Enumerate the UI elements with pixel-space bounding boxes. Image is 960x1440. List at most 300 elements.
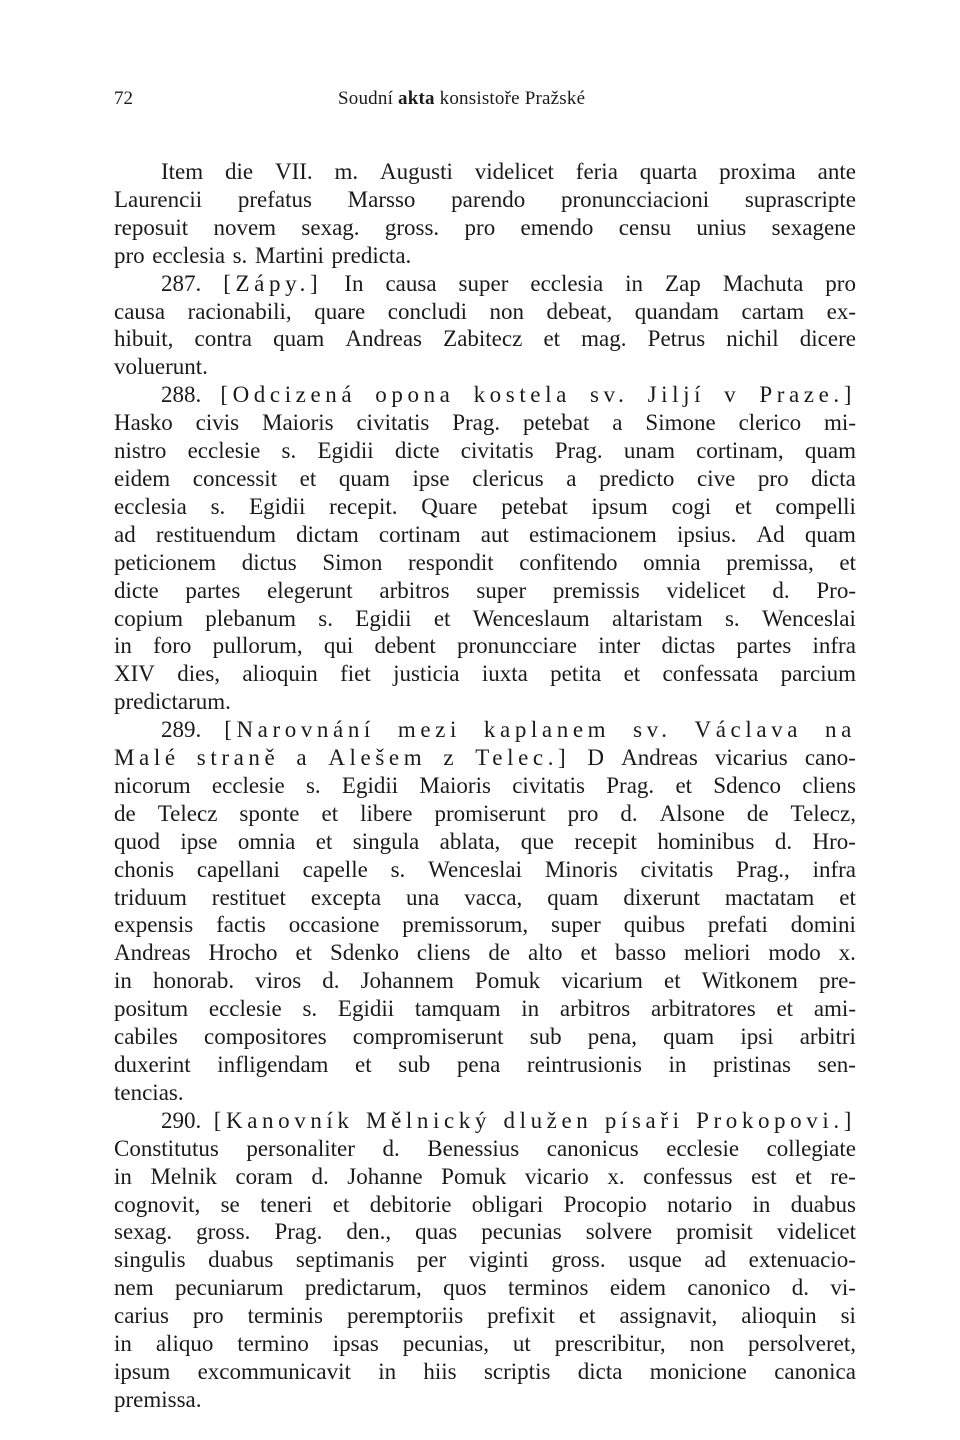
word: quare	[314, 298, 366, 324]
word: clericus	[472, 465, 544, 491]
word: qui	[323, 633, 354, 659]
word: pro	[192, 1303, 224, 1329]
word: et	[543, 326, 561, 352]
word: Constitutus	[114, 1135, 219, 1161]
word: predicta.	[331, 242, 412, 268]
word: notario	[667, 1191, 733, 1217]
word: concludi	[387, 298, 467, 324]
word: pro	[464, 214, 496, 240]
word: prefixit	[487, 1303, 555, 1329]
word: predicto	[599, 465, 675, 491]
word: videlicet	[776, 1219, 856, 1245]
word: 288.	[161, 382, 202, 408]
word: kaplanem	[483, 717, 611, 743]
word: quam	[273, 326, 325, 352]
word: altaristam	[611, 605, 703, 631]
word: s.	[390, 856, 406, 882]
text-line	[114, 1079, 856, 1107]
word: Pro-	[816, 577, 856, 603]
word: peremptoriis	[346, 1303, 464, 1329]
word: prefatus	[237, 186, 312, 212]
word: solvere	[585, 1219, 653, 1245]
word: nistro	[114, 438, 167, 464]
word: 289.	[161, 717, 202, 743]
word: Prag.	[554, 438, 603, 464]
word: s.	[210, 493, 226, 519]
word: quarta	[639, 159, 698, 184]
text-line	[114, 995, 856, 1023]
word: d.	[311, 1163, 329, 1189]
text-line	[114, 884, 856, 912]
word: premissorum,	[402, 912, 529, 938]
word: petita	[550, 661, 602, 687]
word: voluerunt.	[114, 354, 208, 380]
word: nem	[114, 1275, 154, 1301]
word: dicte	[114, 577, 159, 603]
word: ipsum	[114, 1358, 171, 1384]
word: tamquam	[414, 996, 501, 1022]
word: vicarius	[714, 745, 788, 771]
word: sexag.	[301, 214, 360, 240]
word: modo	[768, 940, 821, 966]
word: reintrusionis	[526, 1052, 642, 1077]
word: mi-	[824, 410, 856, 436]
word: libere	[360, 800, 413, 826]
word: a	[612, 410, 623, 436]
word: Wenceslai	[761, 605, 856, 631]
word: In	[344, 270, 364, 296]
word: foro	[153, 633, 192, 659]
word: cano-	[804, 745, 856, 771]
word: ante	[817, 159, 856, 184]
word: pronuncciare	[456, 633, 577, 659]
word: clerico	[738, 410, 802, 436]
word: Pomuk	[441, 1163, 507, 1189]
word: promiserunt	[434, 800, 546, 826]
word: Machuta	[722, 270, 804, 296]
word: ecclesia	[114, 493, 187, 519]
word: cartam	[741, 298, 805, 324]
word: dicta	[577, 1358, 623, 1384]
word: ipse	[180, 828, 218, 854]
word: capellani	[196, 856, 280, 882]
page-number: 72	[114, 88, 133, 109]
word: et	[580, 940, 598, 966]
word: Malé	[114, 745, 180, 771]
text-line	[114, 1302, 856, 1330]
text-line	[114, 1330, 856, 1358]
word: eidem	[114, 465, 171, 491]
word: pena	[456, 1052, 501, 1077]
word: occasione	[288, 912, 380, 938]
word: prescribitur,	[554, 1331, 666, 1357]
word: cogi	[671, 493, 712, 519]
word: triduum	[114, 884, 187, 910]
word: Sdenko	[329, 940, 399, 966]
word: sexagene	[771, 214, 856, 240]
page	[114, 88, 856, 1414]
text-line	[114, 465, 856, 493]
text-line	[114, 911, 856, 939]
word: sponte	[239, 800, 300, 826]
word: ecclesie	[187, 438, 261, 464]
word: mezi	[397, 717, 461, 743]
word: confessus	[643, 1163, 733, 1189]
word: Hasko	[114, 410, 173, 436]
word: Mělnický	[366, 1107, 491, 1133]
word: ad	[114, 521, 136, 547]
word: Prag.	[274, 1219, 323, 1245]
word: ipsius.	[676, 521, 737, 547]
word: concessit	[192, 465, 278, 491]
word: Martini	[254, 242, 324, 268]
word: pro	[825, 270, 856, 296]
word: Jiljí	[647, 382, 706, 408]
word: duabus	[208, 1247, 274, 1273]
word: et	[299, 465, 317, 491]
word: causa	[114, 298, 166, 324]
word: Telecz	[157, 800, 218, 826]
text-line	[114, 1386, 856, 1414]
word: fiet	[340, 661, 371, 687]
word: mag.	[581, 326, 627, 352]
word: plebanum	[205, 605, 296, 631]
word: elegerunt	[267, 577, 353, 603]
word: pro	[757, 465, 789, 491]
word: excommunicavit	[197, 1358, 351, 1384]
word: písaři	[604, 1107, 684, 1133]
word: partes	[185, 577, 241, 603]
word: ipse	[412, 465, 450, 491]
word: suprascripte	[744, 186, 856, 212]
text-line	[114, 1107, 856, 1135]
word: terminos	[507, 1275, 589, 1301]
word: una	[406, 884, 440, 910]
word: ami-	[813, 996, 856, 1022]
running-title-word: akta	[398, 88, 435, 109]
word: ecclesie	[666, 1135, 740, 1161]
word: ut	[512, 1331, 531, 1357]
word: Zap	[665, 270, 701, 296]
word: s.	[318, 605, 333, 631]
word: quam	[547, 884, 599, 910]
word: cortinam,	[696, 438, 784, 464]
word: de	[746, 800, 769, 826]
word: assignavit,	[619, 1303, 718, 1329]
word: vicarium	[561, 968, 643, 994]
word: pro	[114, 242, 145, 268]
word: et	[321, 800, 339, 826]
word: videlicet	[666, 577, 746, 603]
word: domini	[790, 912, 856, 938]
word: quam	[338, 465, 390, 491]
word: duxerint	[114, 1052, 191, 1077]
text-line	[114, 939, 856, 967]
word: Zabitecz	[443, 326, 523, 352]
word: VII.	[274, 159, 313, 184]
word: Prag.,	[736, 856, 790, 882]
word: D	[587, 745, 605, 771]
word: Egidii	[317, 438, 374, 464]
word: Alsone	[659, 800, 725, 826]
word: est	[751, 1163, 777, 1189]
word: extenuacio-	[748, 1247, 856, 1273]
word: Maioris	[262, 410, 334, 436]
word: contra	[194, 326, 253, 352]
word: in	[752, 1191, 771, 1217]
word: ecclesie	[208, 996, 282, 1022]
word: quas	[415, 1219, 458, 1245]
word: recepit.	[329, 493, 398, 519]
word: Quare	[421, 493, 478, 519]
running-head	[114, 88, 856, 118]
word: canonicus	[546, 1135, 639, 1161]
word: pecunias,	[402, 1331, 489, 1357]
word: 290.	[161, 1107, 202, 1133]
word: Melnik	[150, 1163, 217, 1189]
word: Wenceslaum	[472, 605, 590, 631]
word: gross.	[196, 1219, 251, 1245]
word: alto	[528, 940, 563, 966]
word: arbitri	[799, 1024, 856, 1050]
word: obligari	[471, 1191, 544, 1217]
word: Hro-	[812, 828, 856, 854]
word: Alešem	[328, 745, 427, 771]
word: Johannem	[360, 968, 454, 994]
word: gross.	[551, 1247, 606, 1273]
word: copium	[114, 605, 183, 631]
word: d.	[791, 1275, 809, 1301]
word: Wenceslai	[428, 856, 523, 882]
word: dlužen	[503, 1107, 593, 1133]
word: [Zápy.]	[223, 270, 323, 296]
text-line	[114, 381, 856, 409]
word: cliens	[802, 772, 856, 798]
word: d.	[772, 577, 790, 603]
text-line	[114, 605, 856, 633]
word: collegiate	[766, 1135, 856, 1161]
word: d.	[322, 968, 340, 994]
word: [Odcizená	[220, 382, 357, 408]
word: unam	[623, 438, 675, 464]
word: quam	[804, 438, 856, 464]
word: super	[458, 270, 509, 296]
word: dicte	[394, 438, 440, 464]
text-line	[114, 716, 856, 744]
word: si	[840, 1303, 856, 1329]
word: unius	[696, 214, 747, 240]
word: sexag.	[114, 1219, 173, 1245]
word: basso	[614, 940, 667, 966]
word: straně	[196, 745, 280, 771]
word: omnia	[643, 549, 701, 575]
word: excepta	[310, 884, 382, 910]
word: Hrocho	[208, 940, 278, 966]
word: proxima	[719, 159, 796, 184]
running-title-word: konsistoře Pražské	[439, 88, 586, 109]
word: 287.	[161, 270, 202, 296]
text-line	[114, 1358, 856, 1386]
word: sv.	[589, 382, 629, 408]
text-line	[114, 1051, 856, 1079]
word: iuxta	[481, 661, 528, 687]
word: premissa,	[726, 549, 814, 575]
word: terminis	[247, 1303, 323, 1329]
word: estimacionem	[529, 521, 657, 547]
word: sen-	[817, 1052, 856, 1077]
word: Minoris	[544, 856, 618, 882]
word: omnia	[237, 828, 296, 854]
word: racionabili,	[187, 298, 292, 324]
word: Prag.	[452, 410, 501, 436]
text-line	[114, 1135, 856, 1163]
word: non	[689, 1331, 725, 1357]
word: dictam	[296, 521, 359, 547]
word: ipsum	[591, 493, 648, 519]
word: petebat	[523, 410, 590, 436]
word: super	[551, 912, 601, 938]
word: et	[675, 772, 693, 798]
word: canonica	[774, 1358, 856, 1384]
word: et	[332, 1191, 350, 1217]
word: quandam	[634, 298, 720, 324]
text-line	[114, 1218, 856, 1246]
word: [Kanovník	[213, 1107, 354, 1133]
text-line	[114, 828, 856, 856]
word: novem	[213, 214, 277, 240]
word: vicario	[524, 1163, 589, 1189]
word: v	[724, 382, 741, 408]
word: emendo	[520, 214, 594, 240]
text-line	[114, 353, 856, 381]
word: Petrus	[647, 326, 706, 352]
word: alioquin	[242, 661, 318, 687]
word: s.	[232, 242, 248, 268]
word: pronuncciacioni	[560, 186, 710, 212]
word: Witkonem	[701, 968, 798, 994]
word: cortinam	[378, 521, 461, 547]
word: compromiserunt	[352, 1024, 504, 1050]
word: pecunias	[481, 1219, 562, 1245]
word: teneri	[260, 1191, 313, 1217]
word: alioquin	[741, 1303, 817, 1329]
word: Egidii	[337, 996, 395, 1022]
word: feria	[575, 159, 618, 184]
word: canonico	[687, 1275, 771, 1301]
text-line	[114, 1163, 856, 1191]
word: restituendum	[155, 521, 276, 547]
word: ecclesia	[530, 270, 604, 296]
word: et	[776, 996, 794, 1022]
word: die	[225, 159, 254, 184]
text-line	[114, 856, 856, 884]
word: hominibus	[657, 828, 755, 854]
word: infra	[812, 633, 856, 659]
word: partes	[736, 633, 792, 659]
text-line	[114, 1274, 856, 1302]
word: censu	[618, 214, 672, 240]
word: mactatam	[724, 884, 815, 910]
word: opona	[375, 382, 455, 408]
word: dixerunt	[623, 884, 700, 910]
word: s.	[724, 605, 740, 631]
word: positum	[114, 996, 189, 1022]
word: gross.	[384, 214, 440, 240]
word: Andreas	[345, 326, 423, 352]
word: usque	[628, 1247, 682, 1273]
word: quod	[114, 828, 160, 854]
word: dicere	[799, 326, 856, 352]
word: premissa.	[114, 1386, 202, 1412]
text-line	[114, 409, 856, 437]
text-line	[114, 688, 856, 716]
word: et	[433, 605, 451, 631]
word: restituet	[211, 884, 286, 910]
word: aliquo	[155, 1331, 214, 1357]
word: premissis	[552, 577, 640, 603]
word: confitendo	[519, 549, 618, 575]
word: Simone	[645, 410, 716, 436]
word: in	[114, 1331, 132, 1357]
word: Sdenco	[713, 772, 782, 798]
word: aut	[480, 521, 509, 547]
word: inter	[598, 633, 641, 659]
word: recepit	[574, 828, 637, 854]
word: dictas	[661, 633, 716, 659]
word: in	[521, 996, 540, 1022]
running-title-word: Soudní	[338, 88, 394, 109]
word: respondit	[408, 549, 494, 575]
word: den.,	[346, 1219, 392, 1245]
text-line	[114, 744, 856, 772]
word: septimanis	[295, 1247, 395, 1273]
word: Item	[161, 159, 204, 184]
word: de	[488, 940, 511, 966]
word: arbitratores	[650, 996, 756, 1022]
word: in	[114, 1163, 132, 1189]
text-line	[114, 632, 856, 660]
word: pristinas	[713, 1052, 791, 1077]
word: a	[296, 745, 312, 771]
word: Prag.	[606, 772, 655, 798]
word: quam	[804, 521, 856, 547]
word: quam	[663, 1024, 715, 1050]
word: sv.	[633, 717, 672, 743]
word: s.	[302, 996, 318, 1022]
word: Telec.]	[475, 745, 571, 771]
word: de	[114, 800, 136, 826]
word: eidem	[609, 1275, 667, 1301]
word: civitatis	[512, 772, 586, 798]
word: ecclesia	[152, 242, 226, 268]
text-line	[114, 186, 856, 214]
word: factis	[216, 912, 266, 938]
word: reposuit	[114, 214, 189, 240]
word: Simon	[322, 549, 383, 575]
word: civitatis	[640, 856, 714, 882]
word: Benessius	[427, 1135, 520, 1161]
word: Telecz,	[790, 800, 856, 826]
word: Egidii	[355, 605, 412, 631]
word: z	[443, 745, 459, 771]
word: causa	[385, 270, 437, 296]
word: et	[295, 940, 313, 966]
text-line	[114, 298, 856, 326]
word: meliori	[684, 940, 751, 966]
word: coram	[235, 1163, 293, 1189]
text-line	[114, 967, 856, 995]
word: que	[520, 828, 554, 854]
